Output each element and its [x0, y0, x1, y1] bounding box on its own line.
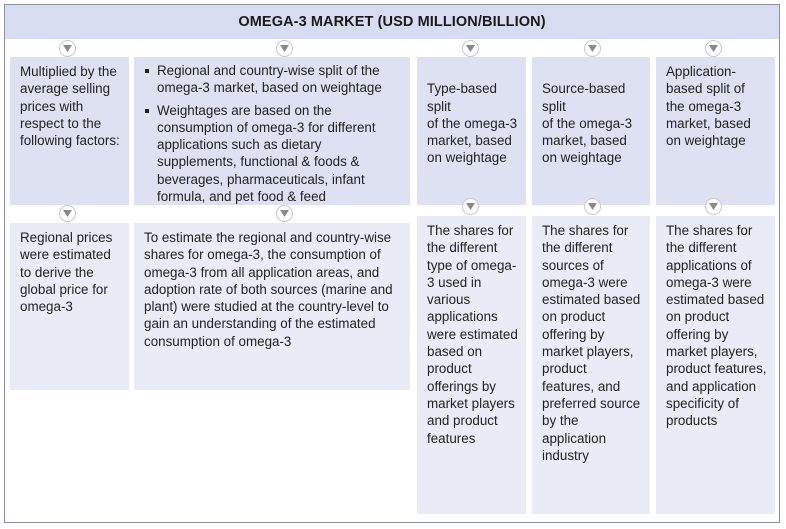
list-item: Regional and country-wise split of the omega-3 market, based on weightage [144, 62, 402, 97]
chevron-down-icon [584, 198, 601, 215]
chevron-down-icon [276, 40, 293, 57]
chevron-down-icon [59, 40, 76, 57]
type-shares-box [417, 216, 526, 514]
regional-split-box [134, 57, 410, 205]
factors-text: Multiplied by the average selling prices with respect to the following factors: [20, 64, 120, 149]
application-shares-box [656, 216, 775, 514]
chevron-down-icon [276, 205, 293, 222]
source-shares-box [532, 216, 650, 514]
application-split-box [656, 57, 775, 205]
chevron-down-icon [462, 198, 479, 215]
chevron-down-icon [59, 205, 76, 222]
factors-box [10, 57, 129, 205]
regional-split-list [144, 62, 402, 205]
type-shares-text: The shares for the different type of omega-3 used in various applications were estimated based on product offerings by market players and product features [427, 223, 518, 446]
regional-prices-text: Regional prices were estimated to derive the global price for omega-3 [20, 230, 113, 315]
source-split-text: Source-based split of the omega-3 market, based on weightage [542, 81, 633, 166]
chevron-down-icon [705, 40, 722, 57]
source-split-box [532, 57, 650, 205]
country-shares-box [134, 223, 410, 390]
chevron-down-icon [462, 40, 479, 57]
diagram-title: OMEGA-3 MARKET (USD MILLION/BILLION) [5, 5, 779, 39]
source-shares-text: The shares for the different sources of omega-3 were estimated based on product offering by market players, product features, and preferred source by the application industry [542, 223, 641, 463]
regional-prices-box [10, 223, 129, 390]
type-split-text: Type-based split of the omega-3 market, based on weightage [427, 81, 518, 166]
type-split-box [417, 57, 526, 205]
country-shares-text: To estimate the regional and country-wise shares for omega-3, the consumption of omega-3 from all application areas, and adoption rate of both sources (marine and plant) were studied at the country-level to gain an understanding of the estimated consumption of omega-3 [144, 230, 393, 349]
chevron-down-icon [705, 198, 722, 215]
application-shares-text: The shares for the different applications of omega-3 were estimated based on product offering by market players, product features, and application specificity of products [666, 223, 767, 429]
list-item: Weightages are based on the consumption of omega-3 for different applications such as dietary supplements, functional & foods & beverages, pharmaceuticals, infant formula, and pet food & feed [144, 102, 402, 206]
chevron-down-icon [584, 40, 601, 57]
application-split-text: Application-based split of the omega-3 market, based on weightage [666, 64, 751, 149]
